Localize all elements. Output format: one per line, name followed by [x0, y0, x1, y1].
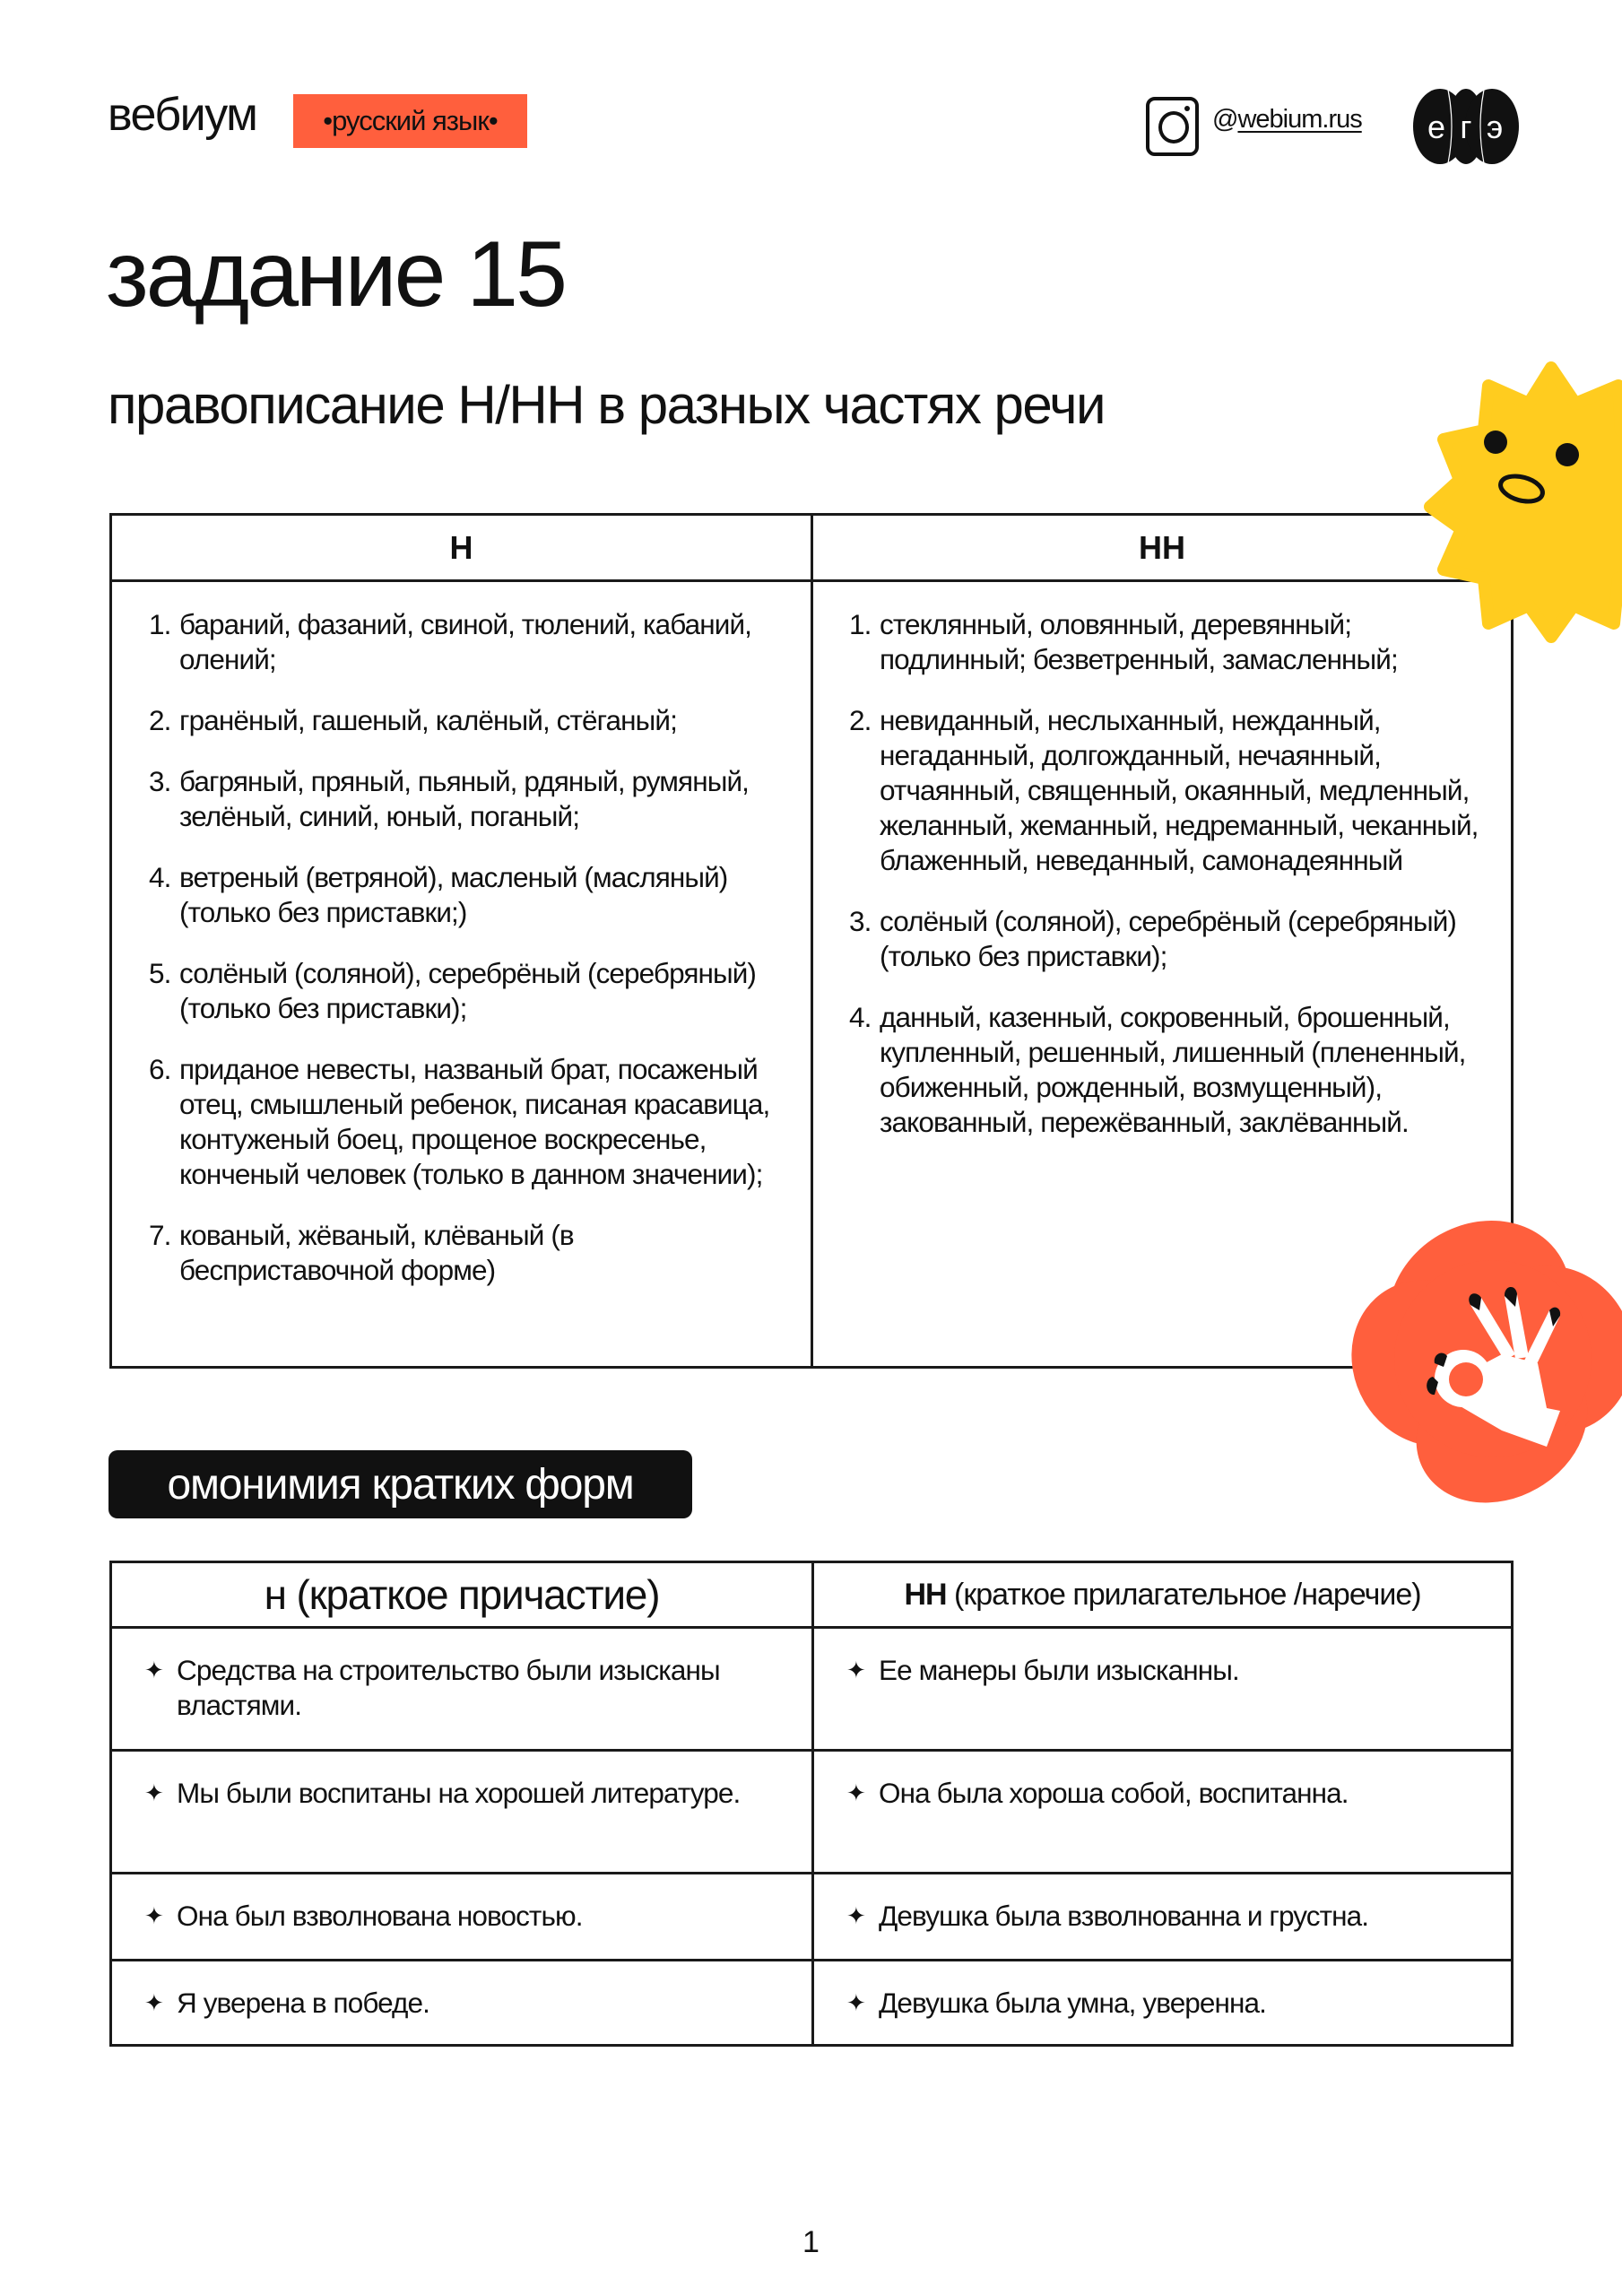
list-item: 5. солёный (соляной), серебрёный (серебряный) (только без приставки);: [149, 957, 757, 1024]
short-forms-table: [109, 1561, 1514, 2047]
table-cell: ✦ Девушка была умна, уверенна.: [846, 1987, 1267, 2019]
list-item: 1. стеклянный, оловянный, деревянный; подлинный; безветренный, замасленный;: [849, 608, 1398, 675]
page-title: задание 15: [106, 222, 565, 326]
list-item: 7. кованый, жёваный, клёваный (в бесприставочной форме): [149, 1219, 574, 1286]
handle-name: webium.rus: [1237, 105, 1362, 134]
list-item: 2. невиданный, неслыханный, нежданный, негаданный, долгожданный, нечаянный, отчаянный, священный, окаянный, медленный, желанный, жеманный, недреманный, чеканный, блаженный, неведанный, самонадеянный: [849, 704, 1479, 876]
column-header-n: Н: [449, 528, 473, 566]
star-bullet-icon: ✦: [144, 1657, 163, 1683]
section-label-text: омонимия кратких форм: [167, 1460, 634, 1509]
subject-badge: [293, 94, 527, 148]
ege-letter-e: е: [1427, 109, 1446, 145]
table-cell: ✦ Она был взволнована новостью.: [144, 1900, 583, 1932]
sun-left-eye-icon: [1484, 430, 1507, 454]
star-bullet-icon: ✦: [846, 1779, 865, 1806]
star-bullet-icon: ✦: [144, 1902, 163, 1929]
subject-badge-label: •русский язык•: [323, 105, 498, 136]
sun-sticker: [1399, 354, 1622, 646]
star-bullet-icon: ✦: [846, 1902, 865, 1929]
webium-logo: вебиум: [108, 89, 257, 141]
n-rules-list: [149, 607, 794, 1314]
table-cell: ✦ Ее манеры были изысканны.: [846, 1654, 1239, 1686]
table-cell: ✦ Я уверена в победе.: [144, 1987, 429, 2019]
section-label: [108, 1450, 692, 1518]
star-bullet-icon: ✦: [846, 1657, 865, 1683]
orange-cloud-icon: [1345, 1206, 1622, 1507]
row-divider: [112, 1872, 1511, 1874]
page-number: 1: [802, 2225, 820, 2259]
header-rest: (краткое прилагательное /наречие): [946, 1577, 1421, 1612]
ege-letter-g: г: [1460, 109, 1472, 145]
instagram-icon[interactable]: [1146, 97, 1199, 156]
list-item: 4. ветреный (ветряной), масленый (масляный) (только без приставки;): [149, 861, 728, 928]
star-bullet-icon: ✦: [144, 1779, 163, 1806]
ege-letter-e2: э: [1486, 109, 1504, 145]
list-item: 3. солёный (соляной), серебрёный (серебряный) (только без приставки);: [849, 905, 1457, 972]
instagram-handle-link[interactable]: [1212, 101, 1362, 137]
table-cell: ✦ Она была хороша собой, воспитанна.: [846, 1777, 1349, 1809]
ok-hand-sticker: [1345, 1206, 1622, 1507]
list-item: 1. бараний, фазаний, свиной, тюлений, кабаний, олений;: [149, 608, 752, 675]
row-divider: [112, 1749, 1511, 1752]
page-subtitle: правописание Н/НН в разных частях речи: [108, 375, 1106, 435]
list-item: 3. багряный, пряный, пьяный, рдяный, румяный, зелёный, синий, юный, поганый;: [149, 765, 749, 832]
column-header-short-participle: н (краткое причастие): [264, 1571, 660, 1618]
header-divider: [112, 1626, 1511, 1629]
star-bullet-icon: ✦: [144, 1989, 163, 2016]
column-header-nn: НН: [1139, 528, 1185, 566]
table-cell: ✦ Девушка была взволнованна и грустна.: [846, 1900, 1369, 1932]
table-cell: ✦ Средства на строительство были изысканы властями.: [144, 1654, 720, 1721]
header-nn: НН: [904, 1577, 947, 1612]
ege-logo: [1412, 88, 1520, 165]
list-item: 2. гранёный, гашеный, калёный, стёганый;: [149, 704, 677, 736]
sun-right-eye-icon: [1556, 443, 1579, 466]
column-divider: [811, 1563, 814, 2044]
n-nn-rules-table: [109, 513, 1514, 1369]
column-header-short-adjective: [814, 1563, 1511, 1626]
header-divider: [112, 579, 1511, 582]
list-item: 4. данный, казенный, сокровенный, брошенный, купленный, решенный, лишенный (плененный, обиженный, рожденный, возмущенный), закованный, пережёванный, заклёванный.: [849, 1001, 1466, 1138]
list-item: 6. приданое невесты, названый брат, посаженый отец, смышленый ребенок, писаная красавица, контуженый боец, прощеное воскресенье, конченый человек (только в данном значении);: [149, 1053, 770, 1190]
table-cell: ✦ Мы были воспитаны на хорошей литературе.: [144, 1777, 741, 1809]
row-divider: [112, 1959, 1511, 1961]
column-divider: [811, 516, 813, 1366]
nn-rules-list: [849, 607, 1495, 1166]
star-bullet-icon: ✦: [846, 1989, 865, 2016]
handle-at: @: [1212, 105, 1238, 134]
